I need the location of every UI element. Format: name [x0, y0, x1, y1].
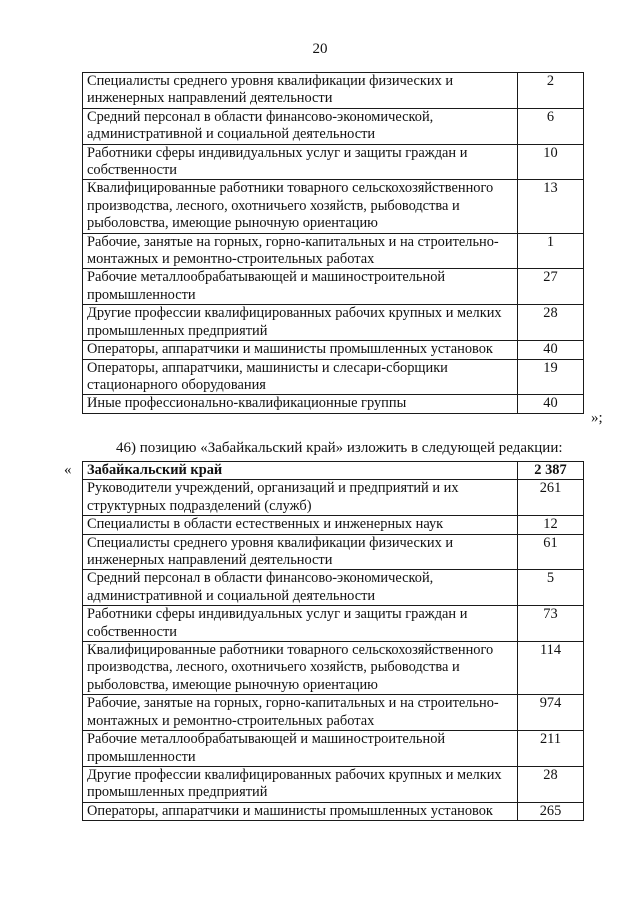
- occupation-table-1: [82, 72, 584, 414]
- table-row: [83, 269, 584, 305]
- table-row: [83, 341, 584, 359]
- table-row: [83, 606, 584, 642]
- occupation-group-name: Рабочие, занятые на горных, горно-капитальных и на строительно-монтажных и ремонтно-строительных работах: [83, 695, 518, 731]
- region-name: Забайкальский край: [83, 462, 518, 480]
- occupation-group-name: Руководители учреждений, организаций и предприятий и их структурных подразделений (служб): [83, 480, 518, 516]
- occupation-group-name: Иные профессионально-квалификационные группы: [83, 395, 518, 413]
- occupation-group-name: Рабочие металлообрабатывающей и машиностроительной промышленности: [83, 731, 518, 767]
- region-header-row: [83, 462, 584, 480]
- table-row: [83, 766, 584, 802]
- occupation-group-count: 265: [518, 802, 584, 820]
- occupation-group-count: 974: [518, 695, 584, 731]
- table-row: [83, 108, 584, 144]
- occupation-group-count: 10: [518, 144, 584, 180]
- occupation-group-name: Специалисты в области естественных и инженерных наук: [83, 516, 518, 534]
- occupation-group-name: Средний персонал в области финансово-экономической, административной и социальной деятельности: [83, 108, 518, 144]
- occupation-group-name: Средний персонал в области финансово-экономической, административной и социальной деятельности: [83, 570, 518, 606]
- opening-quote-mark: «: [64, 462, 72, 478]
- table-row: [83, 395, 584, 413]
- region-total: 2 387: [518, 462, 584, 480]
- table-row: [83, 516, 584, 534]
- table-row: [83, 642, 584, 695]
- occupation-group-name: Работники сферы индивидуальных услуг и защиты граждан и собственности: [83, 144, 518, 180]
- occupation-group-name: Операторы, аппаратчики и машинисты промышленных установок: [83, 341, 518, 359]
- occupation-group-count: 28: [518, 766, 584, 802]
- occupation-group-name: Специалисты среднего уровня квалификации физических и инженерных направлений деятельности: [83, 73, 518, 109]
- occupation-group-name: Операторы, аппаратчики и машинисты промышленных установок: [83, 802, 518, 820]
- occupation-group-count: 1: [518, 233, 584, 269]
- table-row: [83, 802, 584, 820]
- table-row: [83, 180, 584, 233]
- occupation-group-count: 211: [518, 731, 584, 767]
- occupation-group-name: Квалифицированные работники товарного сельскохозяйственного производства, лесного, охотничьего хозяйств, рыбоводства и рыболовства, имеющие рыночную ориентацию: [83, 180, 518, 233]
- table-row: [83, 359, 584, 395]
- occupation-group-name: Работники сферы индивидуальных услуг и защиты граждан и собственности: [83, 606, 518, 642]
- occupation-group-count: 19: [518, 359, 584, 395]
- table-row: [83, 695, 584, 731]
- occupation-group-count: 2: [518, 73, 584, 109]
- occupation-group-count: 12: [518, 516, 584, 534]
- occupation-group-count: 27: [518, 269, 584, 305]
- table-row: [83, 731, 584, 767]
- table-row: [83, 480, 584, 516]
- occupation-group-name: Рабочие металлообрабатывающей и машиностроительной промышленности: [83, 269, 518, 305]
- occupation-table-2-rows: [83, 480, 584, 821]
- occupation-group-name: Другие профессии квалифицированных рабочих крупных и мелких промышленных предприятий: [83, 766, 518, 802]
- occupation-group-count: 114: [518, 642, 584, 695]
- table-row: [83, 570, 584, 606]
- table-row: [83, 144, 584, 180]
- occupation-group-name: Рабочие, занятые на горных, горно-капитальных и на строительно-монтажных и ремонтно-строительных работах: [83, 233, 518, 269]
- table-row: [83, 534, 584, 570]
- occupation-group-name: Другие профессии квалифицированных рабочих крупных и мелких промышленных предприятий: [83, 305, 518, 341]
- occupation-group-count: 13: [518, 180, 584, 233]
- occupation-group-count: 40: [518, 341, 584, 359]
- occupation-group-count: 5: [518, 570, 584, 606]
- occupation-group-count: 61: [518, 534, 584, 570]
- amendment-text: 46) позицию «Забайкальский край» изложить в следующей редакции:: [116, 440, 563, 456]
- occupation-group-count: 40: [518, 395, 584, 413]
- occupation-table-1-body: [83, 73, 584, 414]
- occupation-group-count: 73: [518, 606, 584, 642]
- closing-quote-mark: »;: [591, 410, 603, 426]
- table-row: [83, 233, 584, 269]
- table-row: [83, 305, 584, 341]
- occupation-group-name: Операторы, аппаратчики, машинисты и слесари-сборщики стационарного оборудования: [83, 359, 518, 395]
- occupation-group-name: Специалисты среднего уровня квалификации физических и инженерных направлений деятельности: [83, 534, 518, 570]
- occupation-table-2-body: [83, 462, 584, 480]
- table-row: [83, 73, 584, 109]
- occupation-table-2: [82, 461, 584, 821]
- occupation-group-count: 28: [518, 305, 584, 341]
- occupation-group-count: 6: [518, 108, 584, 144]
- occupation-group-count: 261: [518, 480, 584, 516]
- page-number: 20: [312, 41, 328, 57]
- occupation-group-name: Квалифицированные работники товарного сельскохозяйственного производства, лесного, охотничьего хозяйств, рыбоводства и рыболовства, имеющие рыночную ориентацию: [83, 642, 518, 695]
